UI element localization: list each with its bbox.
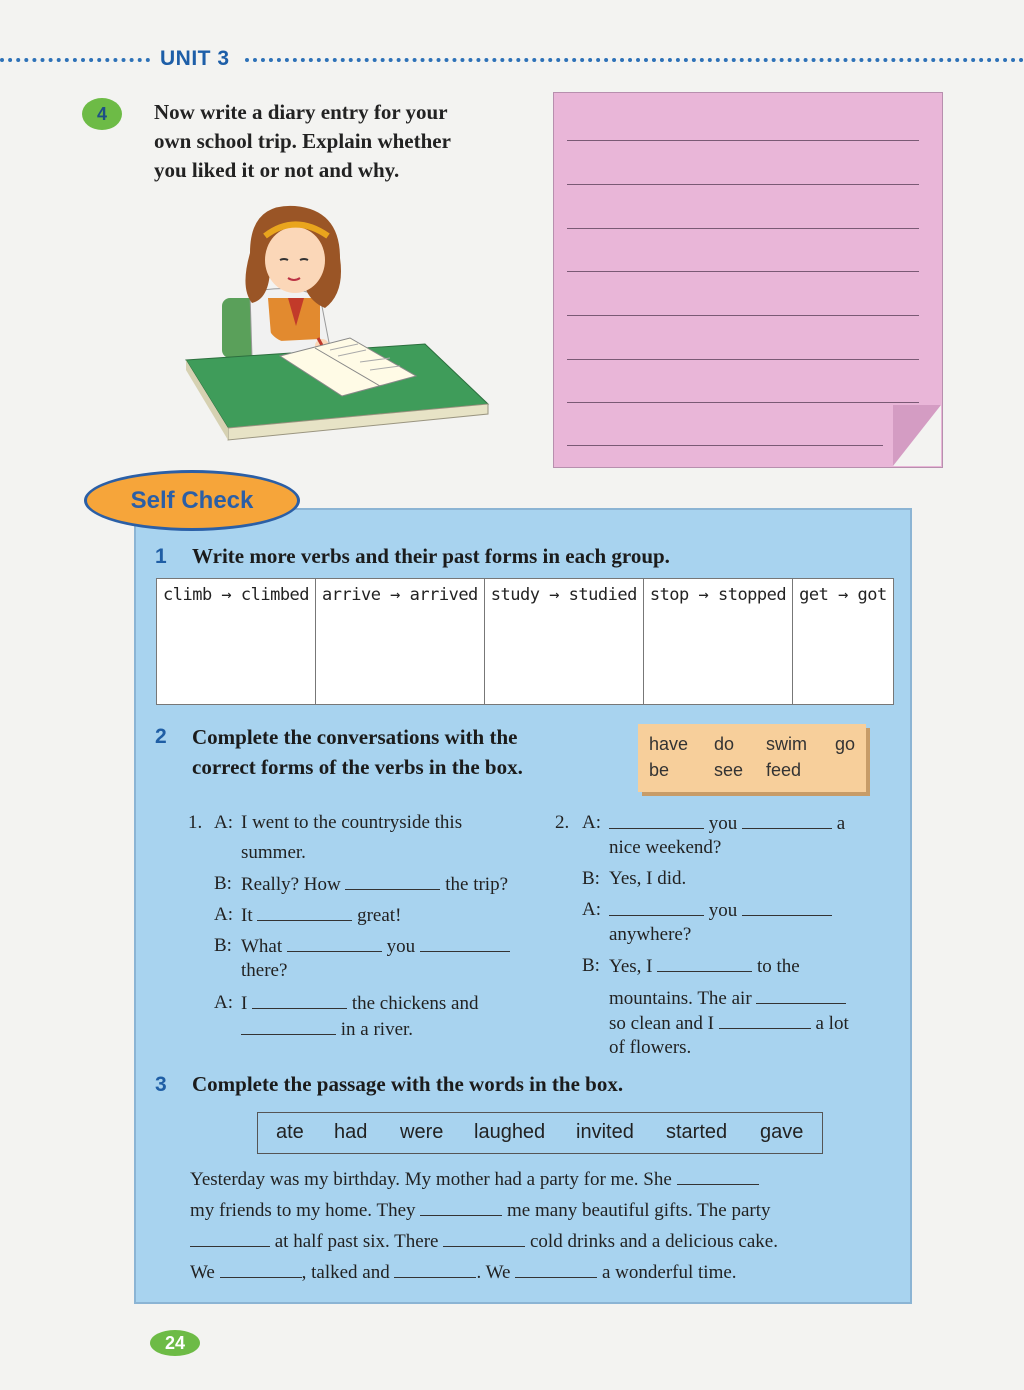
conv2-speaker-a: A: bbox=[582, 812, 601, 833]
conv2-speaker-b: B: bbox=[582, 955, 600, 976]
unit-title: UNIT 3 bbox=[160, 47, 230, 70]
passage-word: started bbox=[666, 1121, 728, 1143]
girl-face bbox=[265, 227, 325, 293]
task-4-line: own school trip. Explain whether bbox=[154, 129, 451, 153]
q2-instructions bbox=[192, 722, 523, 782]
verb-group-cell[interactable] bbox=[643, 579, 792, 705]
answer-blank[interactable] bbox=[252, 990, 347, 1009]
conv1-speaker-a: A: bbox=[214, 904, 233, 925]
verb-word: go bbox=[835, 734, 856, 754]
diary-line[interactable] bbox=[567, 315, 919, 316]
answer-blank[interactable] bbox=[420, 1197, 502, 1216]
answer-blank[interactable] bbox=[394, 1259, 476, 1278]
conv1-a3-text: I bbox=[241, 993, 248, 1014]
conv1-a3-text: in a river. bbox=[340, 1019, 414, 1040]
conv2-b1-text: Yes, I did. bbox=[609, 868, 687, 889]
diary-line[interactable] bbox=[567, 445, 883, 446]
passage-text: . We bbox=[476, 1262, 511, 1283]
q1-instructions: Write more verbs and their past forms in each group. bbox=[192, 544, 670, 568]
passage-line-1 bbox=[190, 1166, 880, 1191]
verb-groups-table bbox=[156, 578, 894, 705]
verb-group-cell[interactable] bbox=[793, 579, 894, 705]
verb-group-example: climb → climbed bbox=[163, 585, 310, 605]
header-dotted-rule-right bbox=[245, 58, 1024, 62]
verb-word: have bbox=[649, 734, 689, 754]
girl-writing-illustration bbox=[180, 198, 492, 446]
verb-group-example: arrive → arrived bbox=[322, 585, 478, 605]
conv1-a3-line2 bbox=[241, 1016, 413, 1043]
passage-word-box bbox=[257, 1112, 823, 1154]
diary-line[interactable] bbox=[567, 140, 919, 141]
task-4-number-badge: 4 bbox=[82, 98, 122, 130]
conv2-b2-text: to the bbox=[756, 956, 800, 977]
verb-word: feed bbox=[766, 760, 802, 780]
passage-text: me many beautiful gifts. The party bbox=[507, 1200, 771, 1221]
verb-word-box bbox=[638, 724, 866, 792]
passage-text: cold drinks and a delicious cake. bbox=[530, 1231, 778, 1252]
verb-group-cell[interactable] bbox=[157, 579, 316, 705]
conv1-b1-text: Really? How bbox=[241, 874, 341, 895]
conv2-b2-text: so clean and I bbox=[609, 1013, 714, 1034]
answer-blank[interactable] bbox=[756, 985, 846, 1004]
conv2-number: 2. bbox=[555, 812, 570, 833]
conv1-b1-text: the trip? bbox=[445, 874, 509, 895]
answer-blank[interactable] bbox=[742, 897, 832, 916]
verb-word: swim bbox=[766, 734, 807, 754]
self-check-badge: Self Check bbox=[84, 470, 300, 531]
verb-group-example: study → studied bbox=[490, 585, 637, 605]
conv2-a1-text: a bbox=[836, 813, 846, 834]
conv1-b2-text: there? bbox=[241, 960, 288, 981]
verb-word: be bbox=[649, 760, 670, 780]
q3-number: 3 bbox=[155, 1073, 167, 1096]
conv1-a3-line bbox=[241, 990, 478, 1017]
answer-blank[interactable] bbox=[220, 1259, 302, 1278]
passage-word: ate bbox=[276, 1121, 304, 1143]
conv1-a1-text: I went to the countryside this bbox=[241, 812, 463, 833]
conv1-speaker-b: B: bbox=[214, 935, 232, 956]
passage-word: invited bbox=[576, 1121, 634, 1143]
conv1-number: 1. bbox=[188, 812, 203, 833]
answer-blank[interactable] bbox=[719, 1010, 811, 1029]
q3-instructions: Complete the passage with the words in the box. bbox=[192, 1072, 624, 1096]
conv1-speaker-b: B: bbox=[214, 873, 232, 894]
answer-blank[interactable] bbox=[287, 933, 382, 952]
passage-word: were bbox=[400, 1121, 444, 1143]
task-4-line: Now write a diary entry for your bbox=[154, 100, 448, 124]
conv2-b2-line3 bbox=[609, 1010, 849, 1037]
q2-line: Complete the conversations with the bbox=[192, 725, 518, 749]
conv1-b2-text: you bbox=[386, 936, 416, 957]
diary-writing-pad bbox=[553, 92, 943, 468]
passage-word: had bbox=[334, 1121, 368, 1143]
passage-text: We bbox=[190, 1262, 215, 1283]
answer-blank[interactable] bbox=[420, 933, 510, 952]
conv2-b2-text: of flowers. bbox=[609, 1037, 692, 1058]
conv1-b2-text: What bbox=[241, 936, 283, 957]
conv2-a2-text: anywhere? bbox=[609, 924, 692, 945]
diary-line[interactable] bbox=[567, 184, 919, 185]
diary-line[interactable] bbox=[567, 271, 919, 272]
diary-line[interactable] bbox=[567, 359, 919, 360]
conv2-a1-line bbox=[609, 810, 845, 837]
answer-blank[interactable] bbox=[257, 902, 352, 921]
passage-text: , talked and bbox=[301, 1262, 390, 1283]
task-4-line: you liked it or not and why. bbox=[154, 158, 400, 182]
answer-blank[interactable] bbox=[515, 1259, 597, 1278]
conv1-a1-text: summer. bbox=[241, 842, 306, 863]
conv2-b2-line2 bbox=[609, 985, 846, 1012]
verb-group-example: get → got bbox=[799, 585, 887, 605]
conv1-b1-line bbox=[241, 871, 508, 898]
conv2-b2-text: mountains. The air bbox=[609, 988, 752, 1009]
verb-group-cell[interactable] bbox=[484, 579, 643, 705]
conv2-b2-text: Yes, I bbox=[609, 956, 653, 977]
diary-line[interactable] bbox=[567, 228, 919, 229]
conv2-b2-text: a lot bbox=[815, 1013, 849, 1034]
passage-text: at half past six. There bbox=[274, 1231, 439, 1252]
passage-line-4 bbox=[190, 1259, 880, 1284]
verb-group-cell[interactable] bbox=[316, 579, 485, 705]
conv2-speaker-a: A: bbox=[582, 899, 601, 920]
diary-page-fold bbox=[893, 405, 941, 466]
verb-group-example: stop → stopped bbox=[649, 585, 787, 605]
passage-line-3 bbox=[190, 1228, 880, 1253]
passage-text: Yesterday was my birthday. My mother had a party for me. She bbox=[190, 1169, 672, 1190]
answer-blank[interactable] bbox=[609, 810, 704, 829]
q2-line: correct forms of the verbs in the box. bbox=[192, 755, 523, 779]
conv1-a2-line bbox=[241, 902, 401, 929]
answer-blank[interactable] bbox=[443, 1228, 525, 1247]
passage-text: a wonderful time. bbox=[601, 1262, 737, 1283]
answer-blank[interactable] bbox=[241, 1016, 336, 1035]
passage-word: gave bbox=[760, 1121, 804, 1143]
q1-number: 1 bbox=[155, 545, 167, 568]
q2-number: 2 bbox=[155, 725, 167, 748]
conv2-a2-text: you bbox=[708, 900, 738, 921]
conv1-a3-text: the chickens and bbox=[351, 993, 479, 1014]
conv1-a2-text: It bbox=[241, 905, 253, 926]
passage-line-2 bbox=[190, 1197, 880, 1222]
answer-blank[interactable] bbox=[742, 810, 832, 829]
answer-blank[interactable] bbox=[677, 1166, 759, 1185]
conv2-a2-line bbox=[609, 897, 832, 924]
task-4-instructions bbox=[154, 98, 534, 185]
verb-word: see bbox=[714, 760, 744, 780]
answer-blank[interactable] bbox=[345, 871, 440, 890]
conv2-b2-line bbox=[609, 953, 800, 980]
conv1-speaker-a: A: bbox=[214, 812, 233, 833]
conv2-speaker-b: B: bbox=[582, 868, 600, 889]
conv2-a1-text: nice weekend? bbox=[609, 837, 722, 858]
conv1-speaker-a: A: bbox=[214, 992, 233, 1013]
page-number-badge: 24 bbox=[150, 1330, 200, 1356]
header-dotted-rule-left bbox=[0, 58, 150, 62]
conv2-a1-text: you bbox=[708, 813, 738, 834]
answer-blank[interactable] bbox=[657, 953, 752, 972]
diary-line[interactable] bbox=[567, 402, 919, 403]
conv1-a2-text: great! bbox=[357, 905, 402, 926]
conv1-b2-line bbox=[241, 933, 510, 960]
verb-word: do bbox=[714, 734, 735, 754]
passage-text: my friends to my home. They bbox=[190, 1200, 416, 1221]
answer-blank[interactable] bbox=[609, 897, 704, 916]
answer-blank[interactable] bbox=[190, 1228, 270, 1247]
passage-word: laughed bbox=[474, 1121, 546, 1143]
